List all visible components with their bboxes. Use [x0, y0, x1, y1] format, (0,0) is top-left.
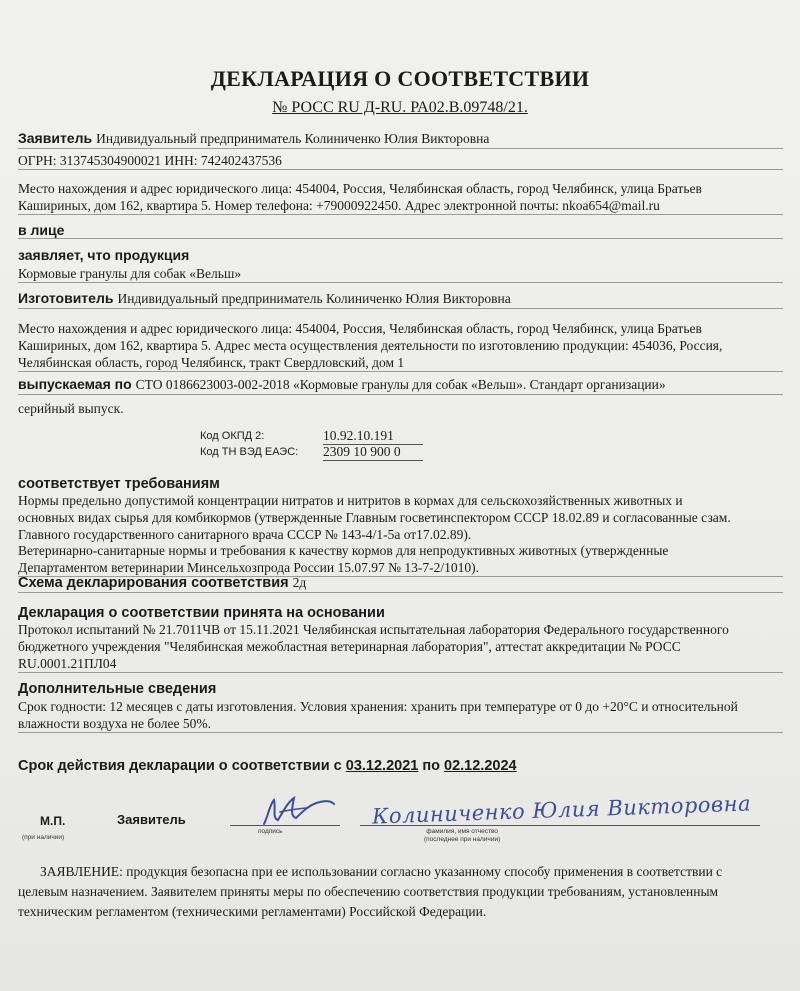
validity-label: Срок действия декларации о соответствии с — [18, 758, 342, 774]
manufacturer-address-line1: Место нахождения и адрес юридического лица: 454004, Россия, Челябинская область, город Челябинск, улица Братьев — [18, 321, 702, 336]
product-name: Кормовые гранулы для собак «Вельш» — [18, 265, 783, 283]
basis-text — [18, 621, 783, 673]
manufacturer-address-line2: Кашириных, дом 162, квартира 5. Адрес места осуществления деятельности по изготовлению продукции: 454036, Россия, — [18, 338, 723, 353]
scheme-row — [18, 574, 783, 593]
requirement-2 — [18, 542, 783, 577]
signature-applicant-label: Заявитель — [117, 812, 186, 827]
tnved-value: 2309 10 900 0 — [323, 443, 423, 461]
applicant-address-line2: Кашириных, дом 162, квартира 5. Номер телефона: +79000922450. Адрес электронной почты: nkoa654@mail.ru — [18, 198, 660, 213]
declaration-number: № РОСС RU Д-RU. РА02.В.09748/21. — [272, 99, 528, 116]
basis-label: Декларация о соответствии принята на основании — [18, 605, 385, 621]
in-person-label: в лице — [18, 222, 783, 239]
fio-note — [424, 828, 500, 844]
requirement-1-line2: основных видах сырья для комбикормов (утвержденные Главным госветинспектором СССР 18.02.89 и согласованные сзам. — [18, 510, 731, 525]
applicant-label: Заявитель — [18, 130, 93, 146]
applicant-address-line1: Место нахождения и адрес юридического лица: 454004, Россия, Челябинская область, город Челябинск, улица Братьев — [18, 181, 702, 196]
validity-row — [18, 758, 517, 774]
validity-to-word: по — [422, 758, 440, 774]
tnved-label: Код ТН ВЭД ЕАЭС: — [200, 446, 299, 458]
manufacturer-label: Изготовитель — [18, 290, 114, 306]
scheme-value: 2д — [292, 575, 307, 590]
okpd-label: Код ОКПД 2: — [200, 430, 265, 442]
produced-label: выпускаемая по — [18, 376, 132, 392]
serial-release: серийный выпуск. — [18, 401, 124, 416]
manufacturer-address — [18, 320, 783, 372]
validity-from: 03.12.2021 — [345, 758, 419, 774]
manufacturer-name: Индивидуальный предприниматель Колиниченко Юлия Викторовна — [117, 291, 511, 306]
basis-line2: бюджетного учреждения "Челябинская межобластная ветеринарная лаборатория", аттестат аккредитации № РОСС — [18, 639, 681, 654]
produced-row — [18, 376, 783, 395]
requirement-1-line1: Нормы предельно допустимой концентрации нитратов и нитритов в кормах для сельскохозяйственных животных и — [18, 493, 683, 508]
requirement-1 — [18, 492, 783, 543]
applicant-ogrn: ОГРН: 313745304900021 ИНН: 742402437536 — [18, 152, 783, 170]
handwritten-signature — [258, 790, 338, 830]
scheme-label: Схема декларирования соответствия — [18, 575, 289, 591]
handwritten-name: Колиниченко Юлия Викторовна — [371, 791, 752, 829]
complies-label: соответствует требованиям — [18, 476, 220, 492]
manufacturer-address-line3: Челябинская область, город Челябинск, тракт Свердловский, дом 1 — [18, 355, 405, 370]
produced-standard: СТО 0186623003-002-2018 «Кормовые гранулы для собак «Вельш». Стандарт организации» — [135, 377, 666, 392]
additional-line2: влажности воздуха не более 50%. — [18, 716, 211, 731]
requirement-2-line1: Ветеринарно-санитарные нормы и требования к качеству кормов для непродуктивных животных (утвержденные — [18, 543, 669, 558]
applicant-address — [18, 180, 783, 215]
fio-note-line1: фамилия, имя отчество — [426, 828, 498, 835]
requirement-2-line2: Департаментом ветеринарии Минсельхозпрода России 15.07.97 № 13-7-2/1010). — [18, 560, 479, 575]
statement-line1: ЗАЯВЛЕНИЕ: продукция безопасна при ее использовании согласно указанному способу применения в соответствии с — [40, 864, 723, 879]
statement — [18, 862, 783, 922]
fio-note-line2: (последнее при наличии) — [424, 836, 501, 843]
additional-label: Дополнительные сведения — [18, 681, 217, 697]
declares-label: заявляет, что продукция — [18, 247, 190, 263]
requirement-1-line3: Главного государственного санитарного врача СССР № 143-4/1-5а от17.02.89). — [18, 527, 472, 542]
basis-line3: RU.0001.21ПЛ04 — [18, 656, 117, 671]
document-title: ДЕКЛАРАЦИЯ О СООТВЕТСТВИИ — [210, 66, 590, 91]
mp-note: (при наличии) — [22, 834, 65, 841]
applicant-name: Индивидуальный предприниматель Колиниченко Юлия Викторовна — [96, 131, 490, 146]
manufacturer-row — [18, 290, 783, 309]
signature-note: подпись — [258, 828, 283, 835]
additional-text — [18, 698, 783, 733]
basis-line1: Протокол испытаний № 21.7011ЧВ от 15.11.2021 Челябинская испытательная лаборатория Федерального государственного — [18, 622, 729, 637]
okpd-value: 10.92.10.191 — [323, 427, 423, 445]
statement-line2: целевым назначением. Заявителем приняты меры по обеспечению соответствия продукции требованиям, установленным — [18, 884, 719, 899]
statement-line3: техническим регламентом (техническими регламентами) Российской Федерации. — [18, 904, 487, 919]
additional-line1: Срок годности: 12 месяцев с даты изготовления. Условия хранения: хранить при температуре от 0 до +20°С и относительной — [18, 699, 738, 714]
applicant-row — [18, 130, 783, 149]
mp-label: М.П. — [40, 814, 66, 828]
validity-to: 02.12.2024 — [444, 758, 517, 774]
